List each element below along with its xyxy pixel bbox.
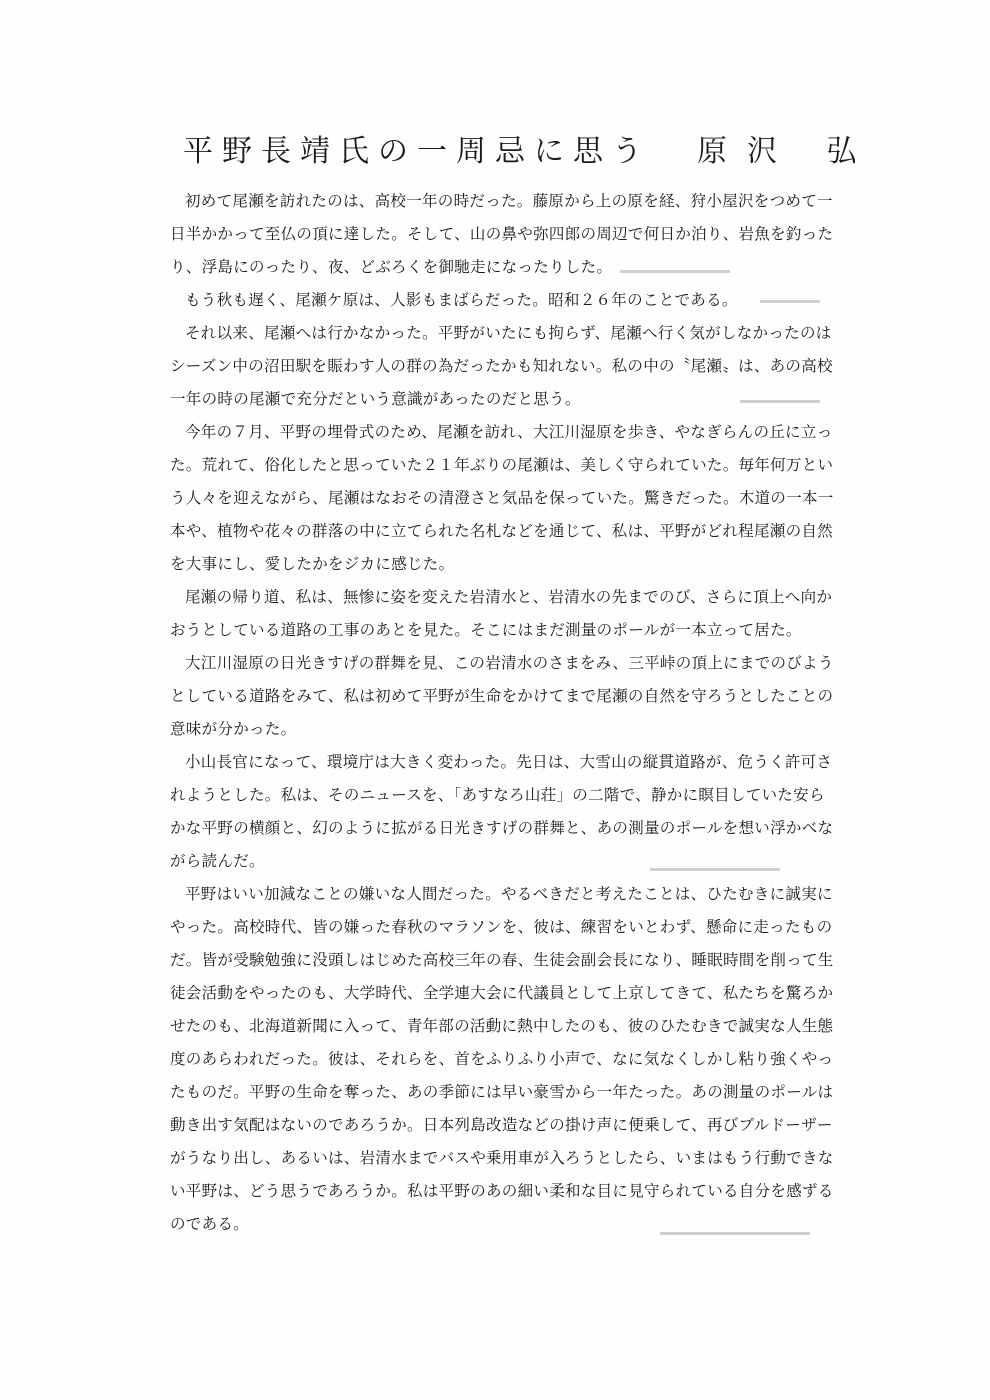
document-author: 原沢 弘: [697, 134, 877, 169]
text-line: れようとした。私は、そのニュースを、「あすなろ山荘」の二階で、静かに瞑目していた安ら: [170, 786, 825, 804]
text-line: 意味が分かった。: [170, 720, 297, 738]
text-line: 小山長官になって、環境庁は大きく変わった。先日は、大雪山の縦貫道路が、危うく許可さ: [185, 753, 833, 771]
scan-speck: [760, 300, 820, 303]
text-line: シーズン中の沼田駅を賑わす人の群の為だったかも知れない。私の中の〝尾瀬〟は、あの高校: [170, 357, 833, 375]
text-line: 初めて尾瀬を訪れたのは、高校一年の時だった。藤原から上の原を経、狩小屋沢をつめて一: [185, 192, 833, 210]
scan-speck: [650, 868, 780, 871]
text-line: がら読んだ。: [170, 852, 265, 870]
text-line: を大事にし、愛したかをジカに感じた。: [170, 555, 455, 573]
text-line: 動き出す気配はないのであろうか。日本列島改造などの掛け声に便乗して、再びブルドーザー: [170, 1116, 833, 1134]
text-line: う人々を迎えながら、尾瀬はなおその清澄さと気品を保っていた。驚きだった。木道の一本一: [170, 489, 834, 507]
text-line: 平野はいい加減なことの嫌いな人間だった。やるべきだと考えたことは、ひたむきに誠実に: [185, 885, 833, 903]
text-line: だ。皆が受験勉強に没頭しはじめた高校三年の春、生徒会副会長になり、睡眠時間を削って生: [170, 951, 834, 969]
text-line: たものだ。平野の生命を奪った、あの季節には早い豪雪から一年たった。あの測量のポールは: [170, 1083, 834, 1101]
text-line: おうとしている道路の工事のあとを見た。そこにはまだ測量のポールが一本立って居た。: [170, 621, 802, 639]
text-line: のである。: [170, 1215, 250, 1233]
text-line: 本や、植物や花々の群落の中に立てられた名札などを通じて、私は、平野がどれ程尾瀬の自然: [170, 522, 833, 540]
text-line: としている道路をみて、私は初めて平野が生命をかけてまで尾瀬の自然を守ろうとしたことの: [170, 687, 834, 705]
text-line: 今年の７月、平野の埋骨式のため、尾瀬を訪れ、大江川湿原を歩き、やなぎらんの丘に立っ: [185, 423, 833, 441]
text-line: 度のあらわれだった。彼は、それらを、首をふりふり小声で、なに気なくしかし粘り強くやっ: [170, 1050, 834, 1068]
scan-speck: [740, 400, 820, 403]
text-line: 尾瀬の帰り道、私は、無惨に姿を変えた岩清水と、岩清水の先までのび、さらに頂上へ向か: [185, 588, 833, 606]
text-line: い平野は、どう思うであろうか。私は平野のあの細い柔和な目に見守られている自分を感ずる: [170, 1182, 834, 1200]
scan-speck: [620, 270, 730, 273]
text-line: た。荒れて、俗化したと思っていた２１年ぶりの尾瀬は、美しく守られていた。毎年何万とい: [170, 456, 834, 474]
text-line: もう秋も遅く、尾瀬ケ原は、人影もまばらだった。昭和２６年のことである。: [185, 291, 738, 309]
text-line: 日半かかって至仏の頂に達した。そして、山の鼻や弥四郎の周辺で何日か泊り、岩魚を釣った: [170, 225, 834, 243]
text-line: かな平野の横顔と、幻のように拡がる日光きすげの群舞と、あの測量のポールを想い浮かべな: [170, 819, 834, 837]
text-line: り、浮島にのったり、夜、どぶろくを御馳走になったりした。: [170, 258, 613, 276]
document-header: [0, 126, 990, 172]
text-line: がうなり出し、あるいは、岩清水までバスや乗用車が入ろうとしたら、いまはもう行動できな: [170, 1149, 834, 1167]
document-title: 平野長靖氏の一周忌に思う: [183, 134, 651, 169]
text-line: やった。高校時代、皆の嫌った春秋のマラソンを、彼は、練習をいとわず、懸命に走ったもの: [170, 918, 833, 936]
text-line: せたのも、北海道新聞に入って、青年部の活動に熱中したのも、彼のひたむきで誠実な人生態: [170, 1017, 834, 1035]
text-line: それ以来、尾瀬へは行かなかった。平野がいたにも拘らず、尾瀬へ行く気がしなかったのは: [185, 324, 832, 342]
text-line: 大江川湿原の日光きすげの群舞を見、この岩清水のさまをみ、三平峠の頂上にまでのびよう: [185, 654, 834, 672]
scan-speck: [660, 1232, 810, 1235]
text-line: 徒会活動をやったのも、大学時代、全学連大会に代議員として上京してきて、私たちを驚ろか: [170, 984, 834, 1002]
document-body: [170, 185, 835, 1241]
text-line: 一年の時の尾瀬で充分だという意識があったのだと思う。: [170, 390, 581, 408]
